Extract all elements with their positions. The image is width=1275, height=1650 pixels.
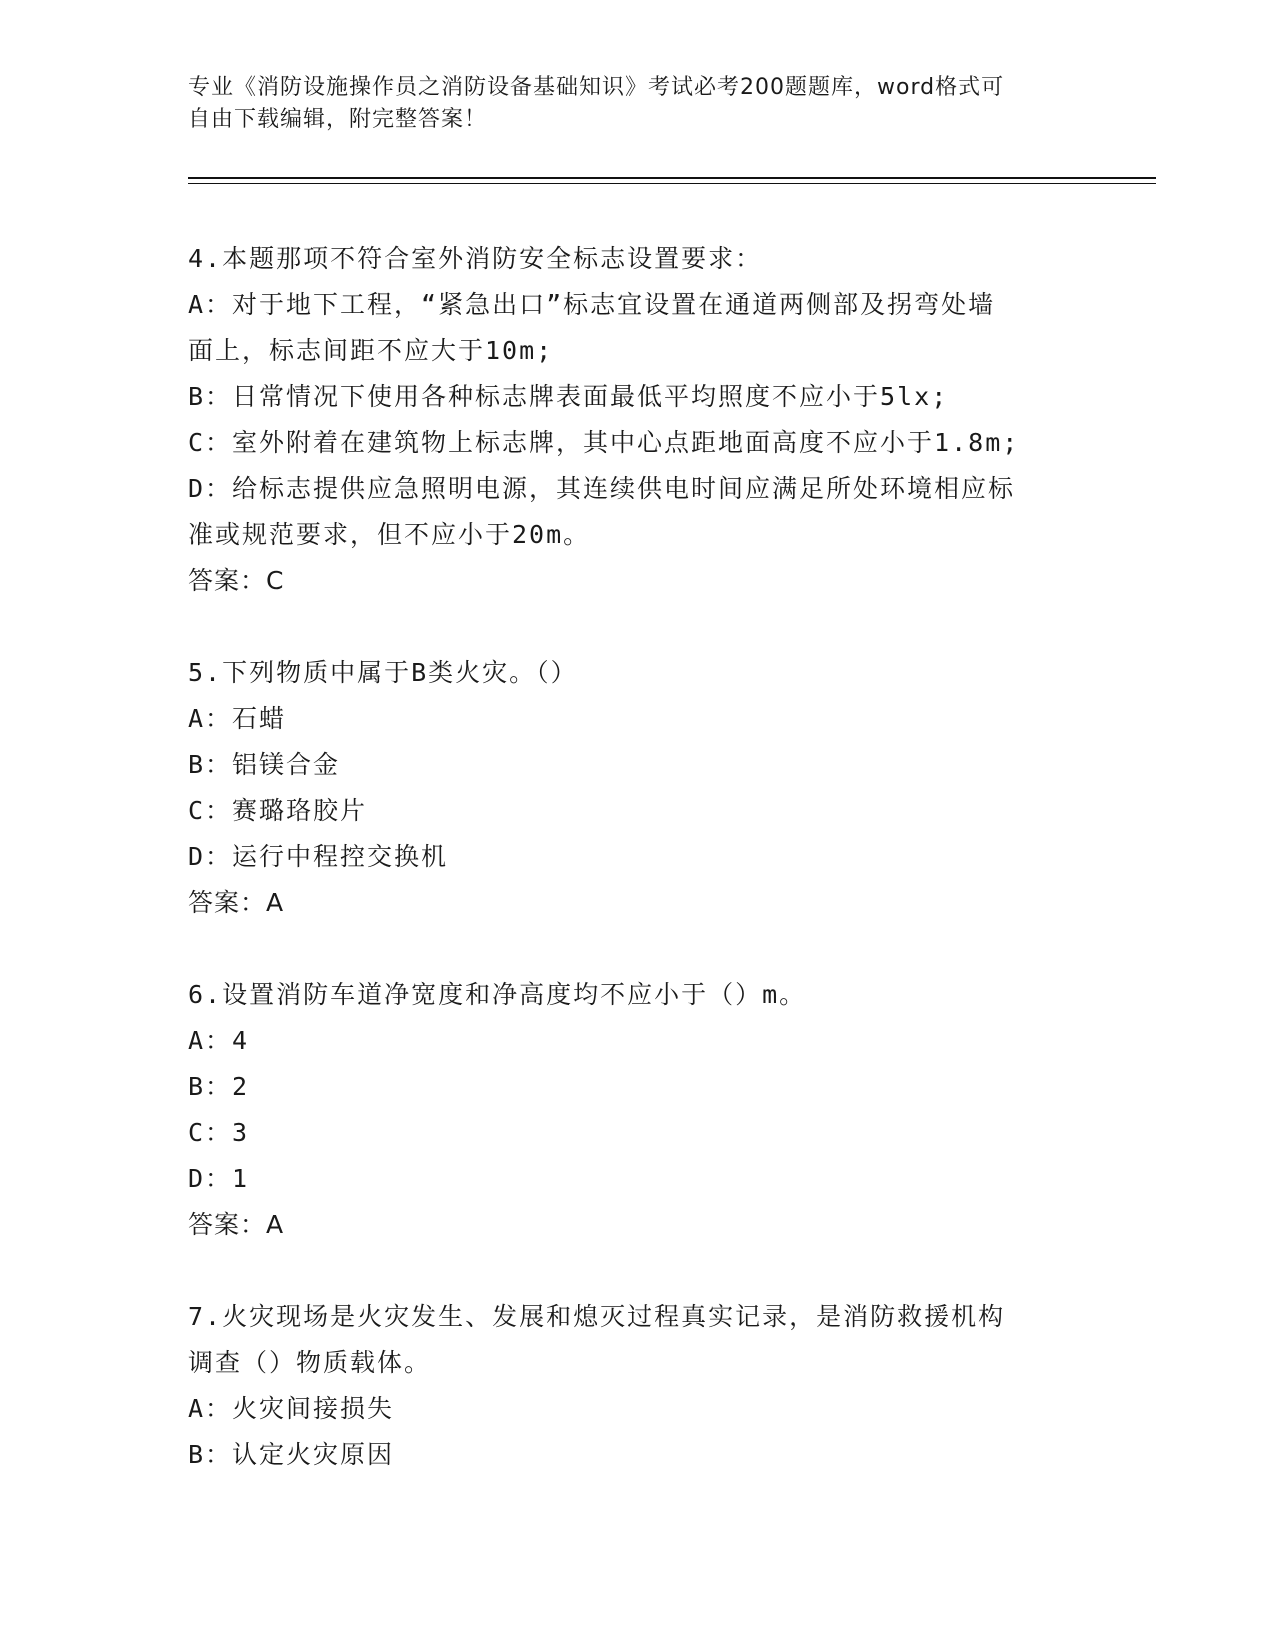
question-5	[188, 650, 1088, 926]
question-stem-continued: 调查（）物质载体。	[188, 1348, 432, 1377]
header-line-2: 自由下载编辑，附完整答案！	[188, 107, 488, 132]
option-a: A：火灾间接损失	[188, 1394, 395, 1423]
option-b: B：日常情况下使用各种标志牌表面最低平均照度不应小于5lx;	[188, 382, 949, 411]
option-b: B：2	[188, 1072, 250, 1101]
answer-label: 答案：C	[188, 566, 285, 595]
question-stem: 6.设置消防车道净宽度和净高度均不应小于（）m。	[188, 980, 807, 1009]
option-c: C：3	[188, 1118, 250, 1147]
header-divider-thick	[188, 177, 1156, 179]
option-c: C：赛璐珞胶片	[188, 796, 368, 825]
option-a-continued: 面上，标志间距不应大于10m;	[188, 336, 554, 365]
header-divider-thin	[188, 183, 1156, 184]
answer-label: 答案：A	[188, 1210, 285, 1239]
option-b: B：认定火灾原因	[188, 1440, 395, 1469]
header-line-1: 专业《消防设施操作员之消防设备基础知识》考试必考200题题库，word格式可	[188, 75, 1005, 100]
option-d: D：运行中程控交换机	[188, 842, 449, 871]
question-list	[188, 236, 1088, 1524]
option-d-continued: 准或规范要求，但不应小于20m。	[188, 520, 591, 549]
question-4	[188, 236, 1088, 604]
question-7	[188, 1294, 1088, 1478]
option-c: C：室外附着在建筑物上标志牌，其中心点距地面高度不应小于1.8m;	[188, 428, 1020, 457]
option-a: A：石蜡	[188, 704, 287, 733]
answer-label: 答案：A	[188, 888, 285, 917]
question-stem: 4.本题那项不符合室外消防安全标志设置要求：	[188, 244, 763, 273]
document-header	[188, 72, 1068, 136]
question-6	[188, 972, 1088, 1248]
option-a: A：对于地下工程，“紧急出口”标志宜设置在通道两侧部及拐弯处墙	[188, 290, 996, 319]
question-stem: 7.火灾现场是火灾发生、发展和熄灭过程真实记录，是消防救援机构	[188, 1302, 1006, 1331]
option-d: D：1	[188, 1164, 250, 1193]
option-d: D：给标志提供应急照明电源，其连续供电时间应满足所处环境相应标	[188, 474, 1016, 503]
option-b: B：铝镁合金	[188, 750, 341, 779]
question-stem: 5.下列物质中属于B类火灾。（）	[188, 658, 578, 687]
option-a: A：4	[188, 1026, 250, 1055]
